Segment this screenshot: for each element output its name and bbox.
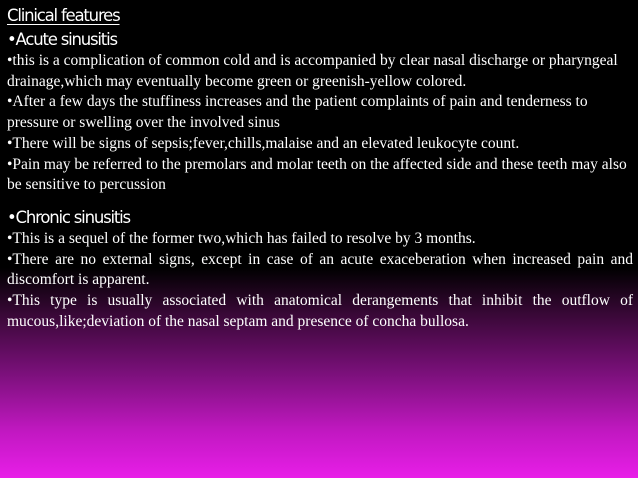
bullet-acute-3: •There will be signs of sepsis;fever,chills,malaise and an elevated leukocyte count.: [7, 134, 520, 152]
section-heading-chronic: •Chronic sinusitis: [7, 207, 130, 227]
section-heading-acute: •Acute sinusitis: [7, 30, 117, 49]
section-chronic-sinusitis: [7, 208, 633, 333]
bullet-acute-2: •After a few days the stuffiness increases and the patient complaints of pain and tenderness to pressure or swelling over the involved sinus: [7, 93, 588, 132]
bullet-chronic-3: •This type is usually associated with anatomical derangements that inhibit the outflow of mucous,like;deviation of the nasal septam and presence of concha bullosa.: [7, 292, 633, 330]
bullet-chronic-2: •There are no external signs, except in case of an acute exaceberation when increased pain and discomfort is apparent.: [7, 250, 633, 289]
bullet-acute-1: •this is a complication of common cold and is accompanied by clear nasal discharge or pharyngeal drainage,which may eventually become green or greenish-yellow colored.: [7, 52, 618, 90]
section-spacer: [7, 196, 633, 208]
section-acute-sinusitis: [7, 30, 633, 196]
bullet-chronic-1: •This is a sequel of the former two,which has failed to resolve by 3 months.: [7, 229, 476, 247]
slide-content: [7, 6, 633, 332]
slide-title: Clinical features: [7, 6, 120, 25]
bullet-acute-4: •Pain may be referred to the premolars and molar teeth on the affected side and these teeth may also be sensitive to percussion: [7, 155, 627, 194]
